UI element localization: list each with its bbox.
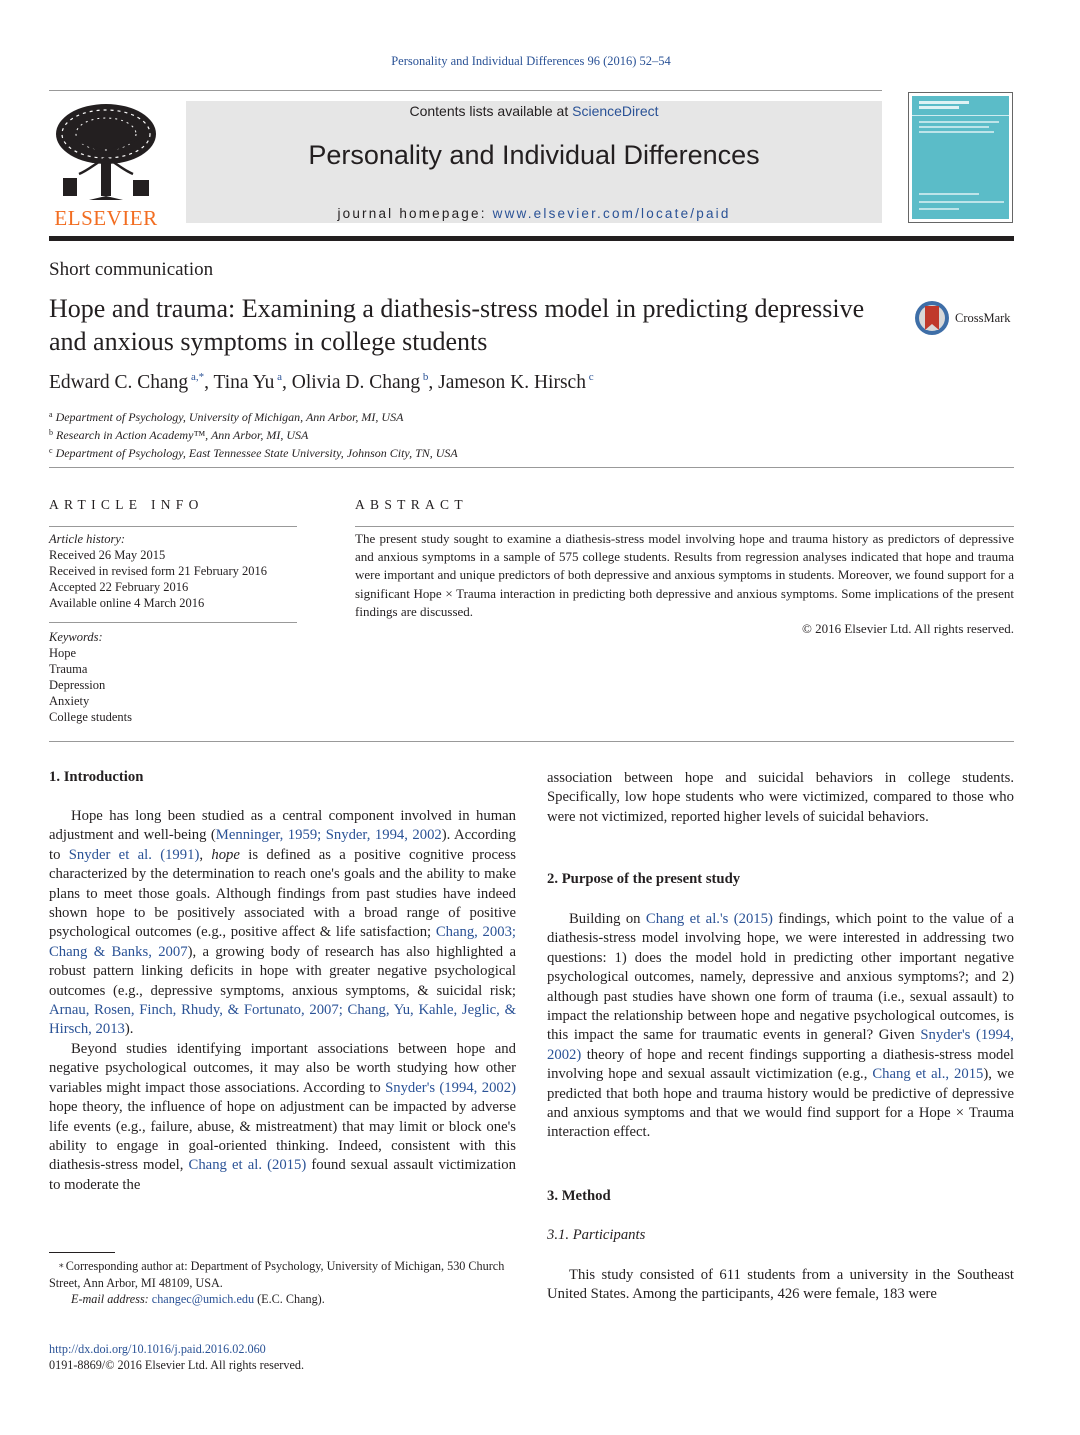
section-rule: [49, 467, 1014, 468]
history-item: Received 26 May 2015: [49, 548, 166, 562]
author-separator: ,: [282, 372, 292, 393]
keyword: Hope: [49, 646, 77, 660]
abstract-text: The present study sought to examine a diathesis-stress model involving hope and trauma history as predictors of depressive and anxious symptoms in a sample of 575 college students. Results from regression analyses indicated that hope and trauma were important and unique predictors of both depressive and anxious symptoms in students. Moreover, we found support for a significant Hope × Trauma interaction in predicting both depressive and anxious symptoms. Some implications of the present findings are discussed.: [355, 531, 1014, 619]
paragraph: Building on Chang et al.'s (2015) findings, which point to the value of a diathesis-stress model involving hope, we were interested in addressing two questions: 1) does the model hold in predicting other important negative psychological outcomes, namely, depressive and anxious symptoms?; and 2) although past studies have shown one form of trauma (i.e., sexual assault) to impact the relationship between hope and negative psychological outcomes, is this impact the same for traumatic events in general? Given Snyder's (1994, 2002) theory of hope and recent findings supporting a diathesis-stress model involving hope and sexual assault victimization (e.g., Chang et al., 2015), we predicted that both hope and trauma history would be predictive of depressive and anxious symptoms and that we would find support for a Hope × Trauma interaction effect.: [547, 911, 1015, 1141]
citation-link[interactable]: Snyder's (1994, 2002): [385, 1079, 516, 1096]
author-name[interactable]: Tina Yu: [213, 372, 275, 393]
author-name[interactable]: Olivia D. Chang: [291, 372, 421, 393]
paragraph: association between hope and suicidal behaviors in college students. Specifically, low hope students who were victimized, compared to those who were not victimized, reported higher levels of suicidal behaviors.: [547, 770, 1014, 825]
affiliation: $^b$ Research in Action Academy™, Ann Arbor, MI, USA: [49, 428, 309, 442]
history-item: Received in revised form 21 February 2016: [49, 564, 267, 578]
article-title: Hope and trauma: Examining a diathesis-stress model in predicting depressive and anxious symptoms in college students: [49, 294, 865, 356]
author-affil-mark[interactable]: b: [422, 371, 429, 383]
crossmark-icon: [913, 299, 951, 337]
author-separator: ,: [204, 372, 214, 393]
journal-cover-image[interactable]: [908, 92, 1013, 223]
homepage-link[interactable]: www.elsevier.com/locate/paid: [492, 206, 731, 221]
info-rule: [49, 622, 297, 623]
history-item: Available online 4 March 2016: [49, 596, 205, 610]
author-affil-mark[interactable]: a,*: [190, 371, 205, 383]
citation-link[interactable]: Chang et al.'s (2015): [645, 911, 773, 927]
author-affil-mark[interactable]: a: [277, 371, 282, 383]
crossmark-label: CrossMark: [955, 311, 1011, 325]
abstract-heading: ABSTRACT: [355, 497, 468, 512]
citation-link[interactable]: Chang et al. (2015): [188, 1157, 307, 1174]
paragraph: Hope has long been studied as a central component involved in human adjustment and well-being (Menninger, 1959; Snyder, 1994, 2002). According to Snyder et al. (1991), hope is defined as a positive cognitive process characterized by the determination to reach one's goals and the ability to make plans to meet those goals. Although findings from past studies have indeed shown hope to be positively associated with a broad range of positive psychological outcomes (e.g., positive affect & life satisfaction; Chang, 2003; Chang & Banks, 2007), a growing body of research has also highlighted a robust pattern linking deficits in hope with greater negative psychological outcomes (e.g., depressive symptoms, anxious symptoms, & suicidal risk; Arnau, Rosen, Finch, Rhudy, & Fortunato, 2007; Chang, Yu, Kahle, Jeglic, & Hirsch, 2013).: [49, 808, 516, 1038]
affiliation: $^a$ Department of Psychology, University of Michigan, Ann Arbor, MI, USA: [49, 410, 404, 424]
affiliation: $^c$ Department of Psychology, East Tennessee State University, Johnson City, TN, USA: [49, 446, 458, 460]
homepage-line: [186, 206, 882, 221]
author-list: [49, 371, 594, 394]
history-label: Article history:: [49, 532, 126, 546]
citation-link[interactable]: Snyder's (1994, 2002): [547, 1027, 1014, 1063]
doi-link[interactable]: http://dx.doi.org/10.1016/j.paid.2016.02.060: [49, 1342, 266, 1356]
journal-citation[interactable]: Personality and Individual Differences 96 (2016) 52–54: [391, 54, 671, 68]
tree-icon: [49, 100, 163, 204]
history-item: Accepted 22 February 2016: [49, 580, 189, 594]
cover-thumbnail: [909, 93, 1012, 222]
subsection-heading-participants: 3.1. Participants: [547, 1227, 646, 1243]
keyword: Depression: [49, 678, 106, 692]
article-info-heading: ARTICLE INFO: [49, 497, 204, 512]
article-type: Short communication: [49, 259, 214, 280]
journal-title: Personality and Individual Differences: [308, 140, 760, 170]
purpose-text: [547, 910, 1014, 1143]
issn-line: 0191-8869/© 2016 Elsevier Ltd. All rights reserved.: [49, 1358, 304, 1372]
citation-link[interactable]: Menninger, 1959; Snyder, 1994, 2002: [215, 827, 442, 844]
paragraph: Beyond studies identifying important associations between hope and negative psychological outcomes, it may also be worth studying how other variables might impact those associations. According to Snyder's (1994, 2002) hope theory, the influence of hope on adjustment can be impacted by adverse life events (e.g., failure, abuse, & mistreatment) that may limit or block one's ability to engage in goal-oriented thinking. Indeed, consistent with this diathesis-stress model, Chang et al. (2015) found sexual assault victimization to moderate the: [49, 1040, 516, 1193]
citation-link[interactable]: Arnau, Rosen, Finch, Rhudy, & Fortunato, 2007; Chang, Yu, Kahle, Jeglic, & Hirsch, 2013: [49, 1002, 516, 1038]
abstract-copyright: © 2016 Elsevier Ltd. All rights reserved.: [801, 621, 1014, 636]
participants-text: [547, 1266, 1014, 1305]
elsevier-logo[interactable]: [49, 100, 163, 228]
section-heading-introduction: 1. Introduction: [49, 769, 144, 785]
header-thick-rule: [49, 236, 1014, 241]
contents-prefix: Contents lists available at: [409, 103, 573, 119]
homepage-prefix: journal homepage:: [337, 206, 493, 221]
footnote-rule: [49, 1252, 115, 1253]
citation-link[interactable]: Chang et al., 2015: [872, 1066, 984, 1083]
introduction-text-continued: [547, 769, 1014, 827]
footnote-email: E-mail address: changec@umich.edu (E.C. Chang).: [71, 1292, 325, 1306]
email-link[interactable]: changec@umich.edu: [151, 1292, 255, 1306]
section-heading-purpose: 2. Purpose of the present study: [547, 871, 741, 887]
section-heading-method: 3. Method: [547, 1188, 611, 1204]
contents-line: [186, 103, 882, 119]
header-rule: [49, 90, 882, 91]
introduction-text: [49, 807, 516, 1195]
footnote-corresponding: ⁎ Corresponding author at: Department of Psychology, University of Michigan, 530 Church Street, Ann Arbor, MI 48109, USA.: [49, 1259, 505, 1290]
citation-link[interactable]: Chang, 2003; Chang & Banks, 2007: [49, 924, 516, 960]
author-affil-mark[interactable]: c: [588, 371, 594, 383]
publisher-name: ELSEVIER: [54, 206, 158, 230]
section-rule: [49, 741, 1014, 742]
author-name[interactable]: Edward C. Chang: [49, 372, 189, 393]
crossmark-button[interactable]: [913, 299, 1015, 337]
author-name[interactable]: Jameson K. Hirsch: [438, 372, 586, 393]
keyword: Anxiety: [49, 694, 90, 708]
author-separator: ,: [428, 372, 439, 393]
affiliations: [49, 407, 458, 461]
info-rule: [49, 526, 297, 527]
citation-link[interactable]: Snyder et al. (1991): [68, 846, 200, 863]
keyword: College students: [49, 710, 132, 724]
keywords-label: Keywords:: [49, 630, 103, 644]
keywords: [49, 629, 132, 725]
article-history: [49, 531, 267, 611]
keyword: Trauma: [49, 662, 88, 676]
paragraph: This study consisted of 611 students from a university in the Southeast United States. Among the participants, 426 were female, 183 were: [547, 1267, 1014, 1303]
abstract-rule: [355, 526, 1014, 527]
sciencedirect-link[interactable]: ScienceDirect: [572, 103, 659, 119]
corresponding-author-footnote: [49, 1256, 516, 1308]
doi-block: [49, 1341, 304, 1373]
